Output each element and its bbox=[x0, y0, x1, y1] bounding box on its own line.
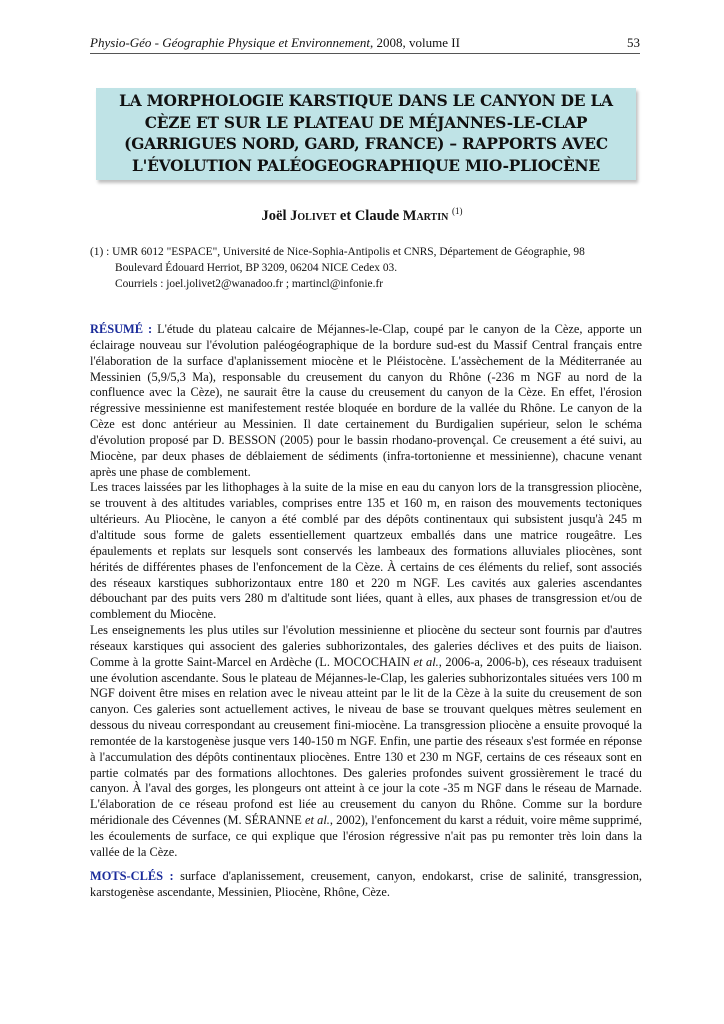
journal-name: Physio-Géo - Géographie Physique et Environnement, 2008, volume II bbox=[90, 35, 460, 50]
title-line: CÈZE ET SUR LE PLATEAU DE MÉJANNES-LE-CLAP bbox=[144, 113, 588, 132]
affiliation: (1) : UMR 6012 "ESPACE", Université de Nice-Sophia-Antipolis et CNRS, Département de Géographie, 98 Boulevard Édouard Herriot, BP 3209, 06204 NICE Cedex 03. Courriels : joel.jolivet2@wanadoo.fr ; martincl@infonie.fr bbox=[90, 244, 642, 292]
abstract-paragraph: Les traces laissées par les lithophages à la suite de la mise en eau du canyon lors de la transgression pliocène, se trouvent à des altitudes variables, comprises entre 135 et 160 m, en raison des mouvements tectoniques ultérieurs. Au Pliocène, le canyon a été comblé par des dépôts continentaux qui subsistent jusqu'à 245 m d'altitude sous forme de galets essentiellement quartzeux emballés dans une matrice rougeâtre. Les épaulements et replats sur lesquels sont conservés les lambeaux des formations alluviales pliocènes, sont hérités de différentes phases de l'enfoncement de la Cèze. À certains de ces éléments du relief, sont associés des réseaux karstiques subhorizontaux entre 180 et 220 m NGF. Les cavités aux galeries ascendantes débouchant par des puits vers 280 m d'altitude sont liées, quant à elles, aux phases de transgression et/ou de comblement du Miocène. bbox=[90, 480, 642, 622]
author-1-surname: Jolivet bbox=[290, 207, 337, 224]
article-title bbox=[96, 88, 636, 180]
affiliation-ref: (1) bbox=[451, 206, 463, 216]
author-2-surname: Martin bbox=[402, 207, 449, 224]
email-line: Courriels : joel.jolivet2@wanadoo.fr ; martincl@infonie.fr bbox=[115, 278, 384, 290]
authors: Joël Jolivet et Claude Martin $^{(1)}$ bbox=[261, 206, 463, 224]
running-header bbox=[90, 33, 640, 54]
abstract-paragraph: RÉSUMÉ : L'étude du plateau calcaire de Méjannes-le-Clap, coupé par le canyon de la Cèze, apporte un éclairage nouveau sur l'évolution paléogéographique de la bordure sud-est du Massif Central français entre l'élaboration de la surface d'aplanissement miocène et le Pléistocène. L'assèchement de la Méditerranée au Messinien (5,9/5,3 Ma), responsable du creusement du canyon du Rhône (-236 m NGF au nord de la confluence avec la Cèze), ne saurait être la cause du creusement du canyon de la Cèze. En effet, l'érosion régressive messinienne est manifestement restée bloquée en bordure de la vallée du Rhône. Le canyon de la Cèze est donc antérieur au Messinien. Il date certainement du Burdigalien supérieur, selon le schéma d'évolution proposé par D. BESSON (2005) pour le bassin rhodano-provençal. Ce creusement a été suivi, au Miocène, par deux phases de déblaiement de sédiments (infra-tortonienne et messinienne), chacune venant après une phase de comblement. bbox=[90, 322, 642, 479]
title-line: LA MORPHOLOGIE KARSTIQUE DANS LE CANYON DE LA bbox=[119, 92, 613, 110]
title-line: L'ÉVOLUTION PALÉOGEOGRAPHIQUE MIO-PLIOCÈNE bbox=[132, 156, 600, 175]
abstract-paragraph: Les enseignements les plus utiles sur l'évolution messinienne et pliocène du secteur sont fournis par d'autres réseaux karstiques qui associent des galeries subhorizontales, des galeries déclives et des puits de liaison. Comme à la grotte Saint-Marcel en Ardèche (L. MOCOCHAIN et al., 2006-a, 2006-b), ces réseaux traduisent une évolution ascendante. Sous le plateau de Méjannes-le-Clap, les galeries subhorizontales situées vers 100 m NGF doivent être mises en relation avec le niveau atteint par le lit de la Cèze à la suite du creusement de son canyon. Ces galeries sont actuellement actives, le niveau de base se trouvant quelques mètres seulement en dessous du niveau correspondant au creusement fini-miocène. La transgression pliocène a ensuite provoqué la remontée de la karstogenèse jusque vers 140-150 m NGF. Enfin, une partie des réseaux s'est formée en réponse à l'accumulation des dépôts continentaux pliocènes. Entre 130 et 230 m NGF, certains de ces réseaux sont en partie colmatés par des formations allochtones. Des galeries profondes suivent grossièrement le tracé du canyon. À l'aval des gorges, les plongeurs ont atteint à ce jour la cote -35 m NGF dans le réseau de Marnade. L'élaboration de ce réseau profond est liée au creusement du canyon du Rhône. Comme sur la bordure méridionale des Cévennes (M. SÉRANNE et al., 2002), l'enfoncement du karst a réduit, voire même supprimé, les écoulements de surface, ce qui explique que l'érosion régressive n'ait pas pu remonter très loin dans la vallée de la Cèze. bbox=[90, 623, 643, 859]
title-line: (GARRIGUES NORD, GARD, FRANCE) – RAPPORTS AVEC bbox=[124, 135, 608, 153]
abstract-label: RÉSUMÉ : bbox=[90, 322, 153, 336]
page-number: 53 bbox=[627, 35, 640, 50]
keywords: MOTS-CLÉS : surface d'aplanissement, creusement, canyon, endokarst, crise de salinité, transgression, karstogenèse ascendante, Messinien, Pliocène, Rhône, Cèze. bbox=[90, 868, 642, 899]
abstract bbox=[90, 322, 642, 900]
keywords-label: MOTS-CLÉS : bbox=[90, 868, 174, 883]
